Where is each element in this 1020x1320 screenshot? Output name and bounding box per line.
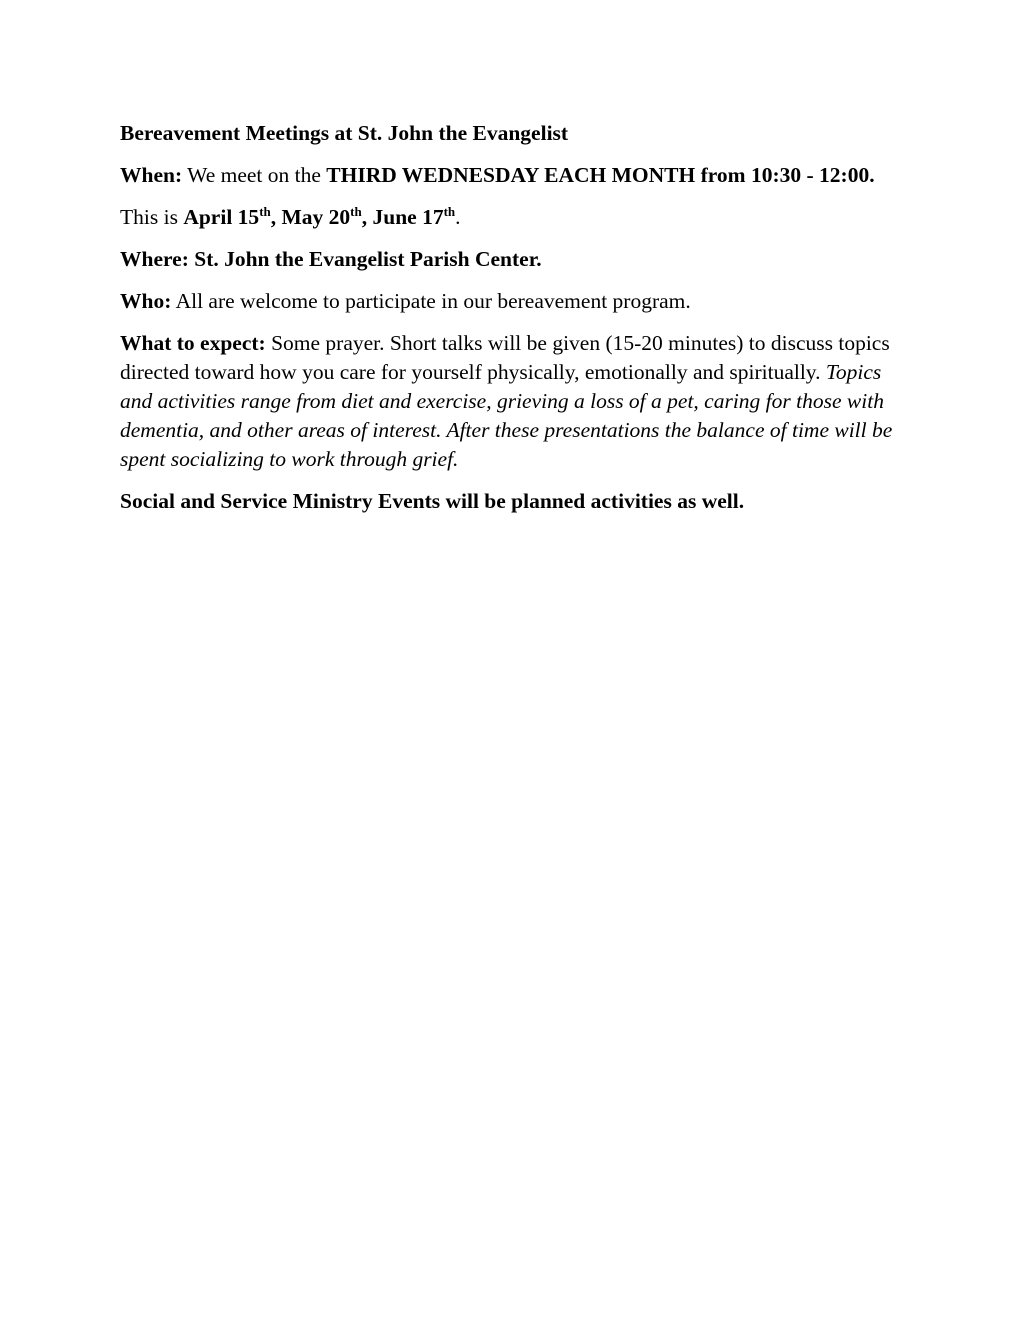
date-june-main: , June 17 [361,205,444,229]
date-april-suffix: th [259,204,271,219]
expect-italic-text: Topics and activities range from diet and exercise, grieving a loss of a pet, caring for those with dementia, and other areas of interest. After these presentations the balance of time will be spent socializing to work through grief. [120,360,893,471]
title-text: Bereavement Meetings at St. John the Evangelist [120,121,569,145]
dates-paragraph [120,203,900,232]
when-label: When: [120,163,183,187]
dates-prefix: This is [120,205,178,229]
document-page [120,119,900,529]
where-paragraph [120,245,900,274]
expect-label: What to expect: [120,331,266,355]
date-june-suffix: th [443,204,456,219]
who-paragraph [120,287,900,316]
when-paragraph [120,161,900,190]
where-value: St. John the Evangelist Parish Center. [194,247,542,271]
where-label: Where: [120,247,189,271]
dates-end: . [455,205,461,229]
date-may-main: , May 20 [270,205,351,229]
when-text: We meet on the [187,163,321,187]
who-text: All are welcome to participate in our bereavement program. [175,289,691,313]
expect-paragraph [120,329,900,474]
document-title [120,119,900,148]
when-schedule: THIRD WEDNESDAY EACH MONTH from 10:30 - 12:00. [326,163,875,187]
date-may-suffix: th [350,204,362,219]
who-label: Who: [120,289,172,313]
date-april-main: April 15 [183,205,260,229]
expect-text: Some prayer. Short talks will be given (15-20 minutes) to discuss topics directed toward how you care for yourself physically, emotionally and spiritually. [120,331,890,384]
closing-paragraph [120,487,900,516]
closing-text: Social and Service Ministry Events will be planned activities as well. [120,489,745,513]
date-april [183,205,455,229]
